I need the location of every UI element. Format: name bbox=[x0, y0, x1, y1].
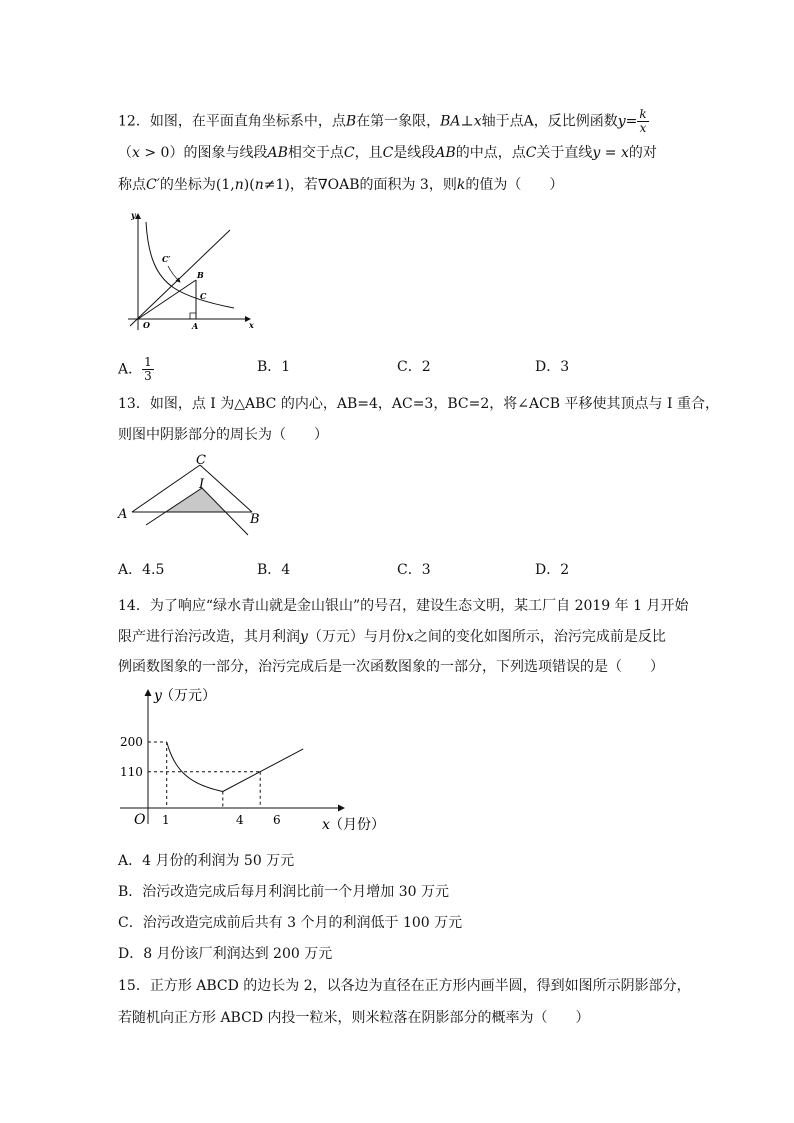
q12-text: 的值为（ ） bbox=[465, 177, 564, 193]
q12-line-2 bbox=[118, 143, 657, 163]
q12-var: BA bbox=[440, 113, 461, 130]
q14-xlabel-var: x bbox=[322, 817, 330, 833]
fraction-denominator: 3 bbox=[144, 369, 152, 383]
q14-xtick-6: 6 bbox=[273, 813, 281, 827]
q12-var: x bbox=[132, 145, 140, 161]
q12-hyperbola bbox=[146, 222, 234, 308]
q12-math: (1, bbox=[215, 177, 235, 193]
q12-option-a-fraction bbox=[142, 356, 154, 383]
q12-math: ≠1) bbox=[263, 177, 290, 193]
q12-text: 的对 bbox=[628, 145, 657, 161]
q12-var: AB bbox=[435, 145, 456, 161]
q12-line-1 bbox=[118, 108, 649, 135]
q12-var: AB bbox=[267, 145, 288, 161]
q12-text: 在第一象限， bbox=[356, 113, 441, 130]
q12-symbol: = bbox=[625, 113, 638, 130]
q13-label-c: C bbox=[196, 453, 206, 468]
q12-text: ，且 bbox=[354, 145, 383, 161]
q12-text: 称点 bbox=[118, 177, 146, 193]
q12-var: = x bbox=[600, 145, 629, 161]
q12-label-c: C bbox=[200, 291, 207, 301]
q13-label-a: A bbox=[118, 507, 128, 522]
q12-line-y-eq-x bbox=[130, 230, 230, 326]
q14-chart bbox=[112, 684, 385, 834]
option-label: A． bbox=[118, 361, 143, 378]
q13-option-a[interactable]: A．4.5 bbox=[118, 562, 165, 578]
q14-ylabel-var: y bbox=[154, 688, 162, 704]
q14-option-c[interactable]: C．治污改造完成前后共有 3 个月的利润低于 100 万元 bbox=[118, 915, 463, 931]
q12-symbol: ⊥ bbox=[460, 113, 474, 130]
q13-option-d[interactable]: D．2 bbox=[535, 562, 570, 578]
q12-var: C′ bbox=[146, 177, 160, 193]
fraction-denominator: x bbox=[639, 121, 647, 135]
q12-fraction-k-over-x bbox=[637, 108, 648, 135]
q14-line-1: 14．为了响应“绿水青山就是金山银山”的号召，建设生态文明，某工厂自 2019 年 1 月开始 bbox=[118, 598, 689, 614]
q13-label-b: B bbox=[250, 512, 260, 527]
q12-text: 相交于点 bbox=[287, 145, 344, 161]
q12-var: x bbox=[473, 113, 482, 130]
q13-line-1: 13．如图，点 I 为△ABC 的内心，AB=4，AC=3，BC=2，将∠ACB 平移使其顶点与 I 重合， bbox=[118, 396, 719, 412]
q12-var: n bbox=[234, 177, 244, 193]
q12-label-x: x bbox=[249, 320, 254, 330]
q14-var: y bbox=[300, 629, 308, 645]
q12-text: 是线段 bbox=[393, 145, 436, 161]
q13-figure bbox=[118, 452, 278, 544]
q14-series-after bbox=[223, 749, 303, 792]
q14-var: x bbox=[405, 629, 414, 645]
q12-var: n bbox=[254, 177, 264, 193]
q12-var: C bbox=[525, 145, 537, 161]
q12-var: C bbox=[343, 145, 355, 161]
q14-ytick-110: 110 bbox=[120, 765, 143, 779]
q14-text: 之间的变化如图所示，治污完成前是反比 bbox=[413, 629, 666, 645]
q12-text: 轴于点A，反比例函数 bbox=[481, 113, 618, 130]
q14-xtick-1: 1 bbox=[162, 813, 170, 827]
q12-text: > 0）的图象与线段 bbox=[139, 145, 268, 161]
q13-label-i: I bbox=[199, 477, 205, 492]
q12-label-o: O bbox=[143, 320, 150, 330]
q12-var: B bbox=[345, 113, 357, 130]
q12-var: k bbox=[456, 177, 466, 193]
q14-text: 限产进行治污改造，其月利润 bbox=[118, 629, 300, 645]
q12-math: )( bbox=[243, 177, 255, 193]
q12-line-3 bbox=[118, 175, 563, 195]
q12-text: 12．如图，在平面直角坐标系中，点 bbox=[118, 113, 346, 130]
q14-option-b[interactable]: B．治污改造完成后每月利润比前一个月增加 30 万元 bbox=[118, 884, 450, 900]
q14-series-before bbox=[167, 742, 223, 792]
q12-arrow-cprime-to-c bbox=[168, 266, 180, 282]
q12-option-b[interactable]: B．1 bbox=[257, 359, 291, 375]
q14-xlabel-unit: （月份） bbox=[329, 817, 385, 833]
q14-origin-label: O bbox=[134, 812, 146, 828]
q12-label-cprime: C′ bbox=[162, 254, 171, 264]
fraction-numerator: 1 bbox=[144, 355, 152, 369]
q12-var: y bbox=[592, 145, 601, 161]
q12-figure bbox=[118, 208, 258, 333]
q12-segment-ob bbox=[138, 280, 196, 319]
q14-ylabel-unit: （万元） bbox=[160, 688, 216, 704]
q15-line-2: 若随机向正方形 ABCD 内投一粒米，则米粒落在阴影部分的概率为（ ） bbox=[118, 1010, 590, 1026]
q14-option-d[interactable]: D．8 月份该厂利润达到 200 万元 bbox=[118, 946, 333, 962]
q14-ytick-200: 200 bbox=[120, 735, 143, 749]
q12-var: C bbox=[382, 145, 394, 161]
q12-text: 关于直线 bbox=[536, 145, 593, 161]
q12-option-a[interactable] bbox=[118, 356, 154, 383]
q14-xtick-4: 4 bbox=[236, 813, 244, 827]
q12-label-b: B bbox=[197, 270, 204, 280]
q12-option-d[interactable]: D．3 bbox=[535, 359, 570, 375]
q13-option-b[interactable]: B．4 bbox=[257, 562, 291, 578]
q12-var: y bbox=[617, 113, 626, 130]
q14-line-2 bbox=[118, 627, 666, 647]
q12-text: 的中点，点 bbox=[455, 145, 526, 161]
q14-option-a[interactable]: A．4 月份的利润为 50 万元 bbox=[118, 853, 295, 869]
q13-line-2: 则图中阴影部分的周长为（ ） bbox=[118, 427, 328, 443]
q12-math: ∇OAB bbox=[317, 177, 360, 193]
q13-option-c[interactable]: C．3 bbox=[397, 562, 431, 578]
q12-text: （ bbox=[118, 145, 132, 161]
q12-label-y: y bbox=[131, 210, 136, 220]
q12-right-angle-mark bbox=[190, 313, 196, 319]
fraction-numerator: k bbox=[639, 107, 647, 121]
q12-text: 的坐标为 bbox=[159, 177, 216, 193]
q12-label-a: A bbox=[192, 321, 199, 331]
q15-line-1: 15．正方形 ABCD 的边长为 2，以各边为直径在正方形内画半圆，得到如图所示阴影部分， bbox=[118, 978, 691, 994]
q12-option-c[interactable]: C．2 bbox=[397, 359, 431, 375]
q14-line-3: 例函数图象的一部分，治污完成后是一次函数图象的一部分，下列选项错误的是（ ） bbox=[118, 659, 664, 675]
q14-text: （万元）与月份 bbox=[307, 629, 406, 645]
q12-text: ，若 bbox=[289, 177, 318, 193]
q12-text: 的面积为 3，则 bbox=[359, 177, 457, 193]
